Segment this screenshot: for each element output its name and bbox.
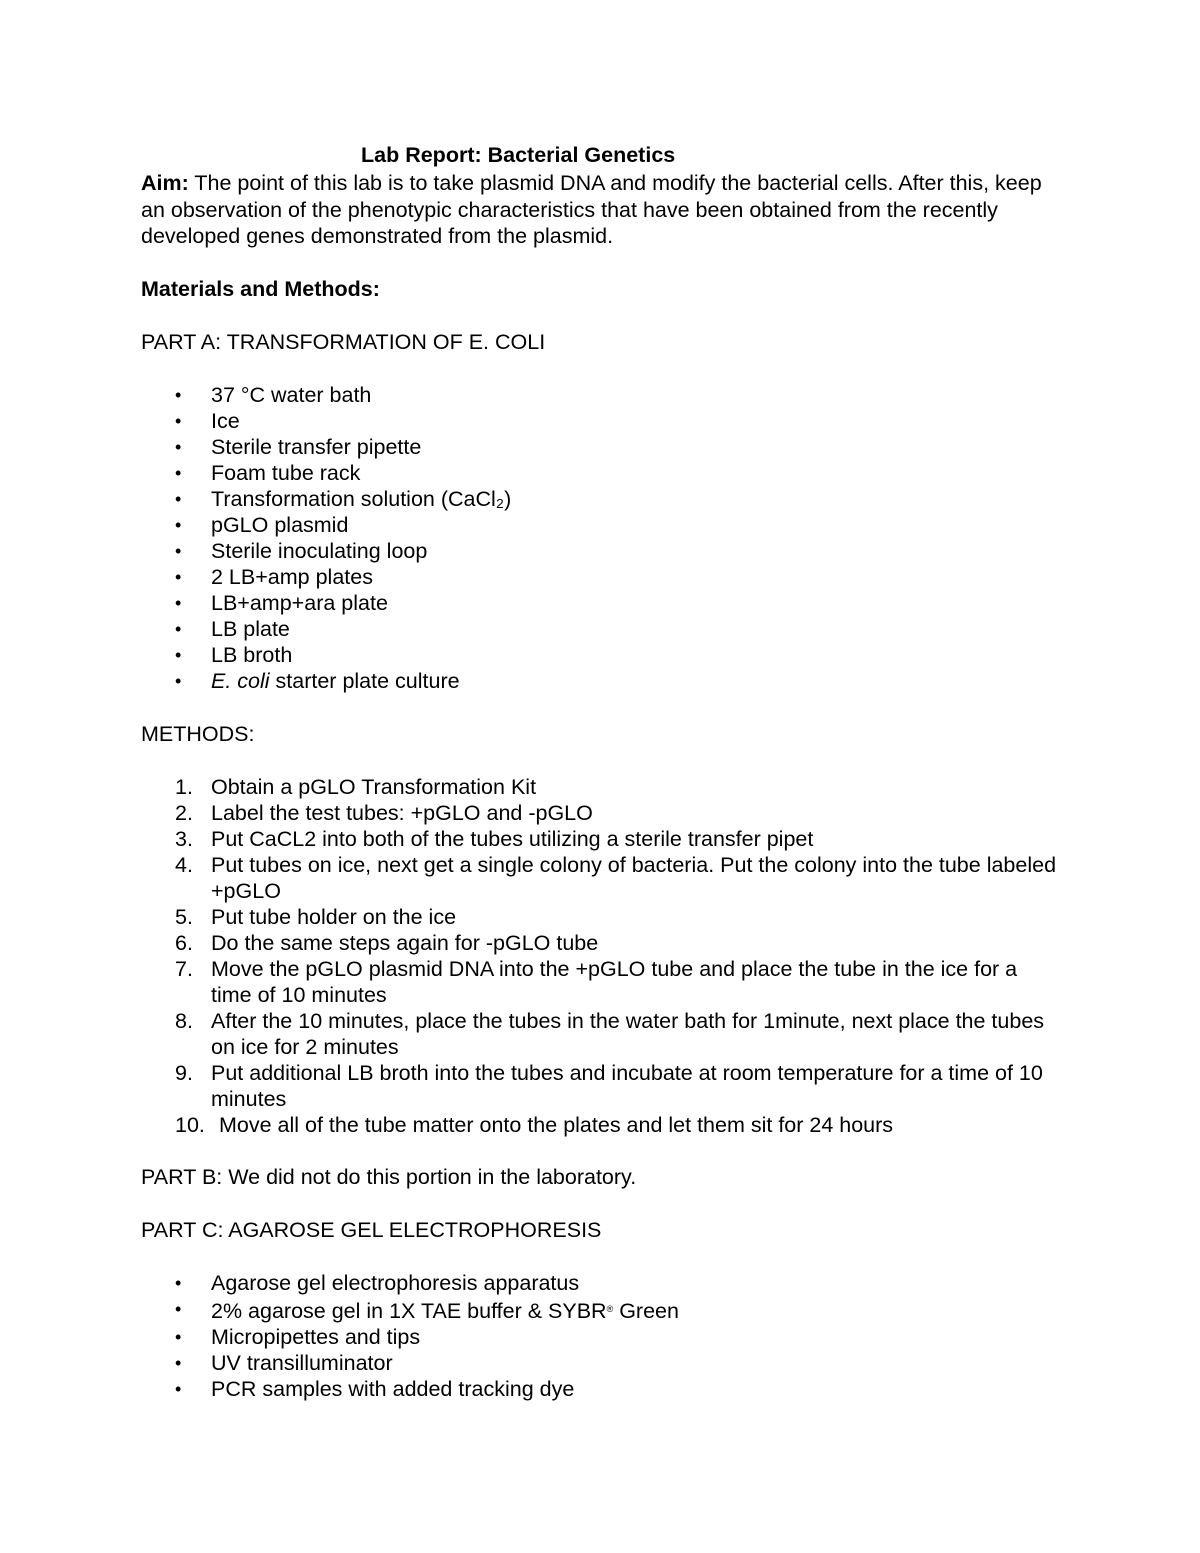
list-item: • pGLO plasmid [175,513,349,537]
list-item: • E. coli starter plate culture [175,669,460,693]
list-item: 8. After the 10 minutes, place the tubes in the water bath for 1minute, next place the tubes on ice for 2 minutes [175,1008,1045,1059]
spacer [141,250,1061,277]
bullet-icon: • [175,437,182,457]
aim-text: The point of this lab is to take plasmid DNA and modify the bacterial cells. After this, keep an observation of the phenotypic characteristics that have been obtained from the recently developed genes demonstrated from the plasmid. [141,171,1042,248]
bullet-icon: • [175,671,182,691]
list-item: • Agarose gel electrophoresis apparatus [175,1271,580,1295]
spacer [141,694,1061,721]
document-title: Lab Report: Bacterial Genetics [361,143,676,167]
bullet-icon: • [175,541,182,561]
spacer [141,303,1061,330]
list-item: • Ice [175,409,240,433]
materials-methods-heading: Materials and Methods: [141,277,380,301]
list-item: 7. Move the pGLO plasmid DNA into the +pGLO tube and place the tube in the ice for a time of 10 minutes [175,956,1018,1007]
bullet-icon: • [175,489,182,509]
list-item: 1. Obtain a pGLO Transformation Kit [175,774,537,799]
part-c-materials-list [141,1270,1061,1402]
part-b-paragraph: PART B: We did not do this portion in the laboratory. [141,1165,637,1189]
list-item: 9. Put additional LB broth into the tubes and incubate at room temperature for a time of 10 minutes [175,1060,1043,1111]
list-item: • LB+amp+ara plate [175,591,388,615]
list-item: • LB broth [175,643,293,667]
list-item: • Micropipettes and tips [175,1325,421,1349]
list-item: • LB plate [175,617,290,641]
bullet-icon: • [175,619,182,639]
methods-heading: METHODS: [141,721,255,746]
list-item: 3. Put CaCL2 into both of the tubes utilizing a sterile transfer pipet [175,826,814,851]
aim-paragraph [141,170,1061,250]
part-a-materials-list [141,382,1061,694]
spacer [141,747,1061,774]
aim-label: Aim: [141,171,189,195]
spacer [141,1244,1061,1271]
bullet-icon: • [175,567,182,587]
bullet-icon: • [175,593,182,613]
methods-steps-list [141,774,1061,1138]
list-item: • 2 LB+amp plates [175,565,373,589]
list-item: • 2% agarose gel in 1X TAE buffer & SYBR® Green [141,1296,1061,1324]
part-a-heading: PART A: TRANSFORMATION OF E. COLI [141,330,546,354]
part-c-heading: PART C: AGAROSE GEL ELECTROPHORESIS [141,1218,602,1242]
list-item: • 37 °C water bath [175,383,372,407]
bullet-icon: • [175,1299,182,1319]
list-item: 4. Put tubes on ice, next get a single colony of bacteria. Put the colony into the tube labeled +pGLO [175,852,1057,903]
bullet-icon: • [175,515,182,535]
bullet-icon: • [175,645,182,665]
list-item: • PCR samples with added tracking dye [175,1377,575,1401]
bullet-icon: • [175,1353,182,1373]
list-item: 10. Move all of the tube matter onto the plates and let them sit for 24 hours [175,1112,894,1137]
spacer [141,1191,1061,1218]
document-page [141,141,1061,1402]
bullet-icon: • [175,463,182,483]
bullet-icon: • [175,385,182,405]
list-item: • Transformation solution (CaCl₂) [175,487,512,511]
list-item: 6. Do the same steps again for -pGLO tube [175,930,599,955]
bullet-icon: • [175,411,182,431]
spacer [141,1138,1061,1165]
list-item: • Foam tube rack [175,461,361,485]
bullet-icon: • [175,1327,182,1347]
list-item: • Sterile transfer pipette [175,435,422,459]
spacer [141,356,1061,383]
registered-mark: ® [606,1304,614,1314]
list-item: • UV transilluminator [175,1351,393,1375]
list-item: 2. Label the test tubes: +pGLO and -pGLO [175,800,593,825]
list-item: 5. Put tube holder on the ice [175,904,457,929]
list-item: • Sterile inoculating loop [175,539,428,563]
bullet-icon: • [175,1379,182,1399]
bullet-icon: • [175,1273,182,1293]
